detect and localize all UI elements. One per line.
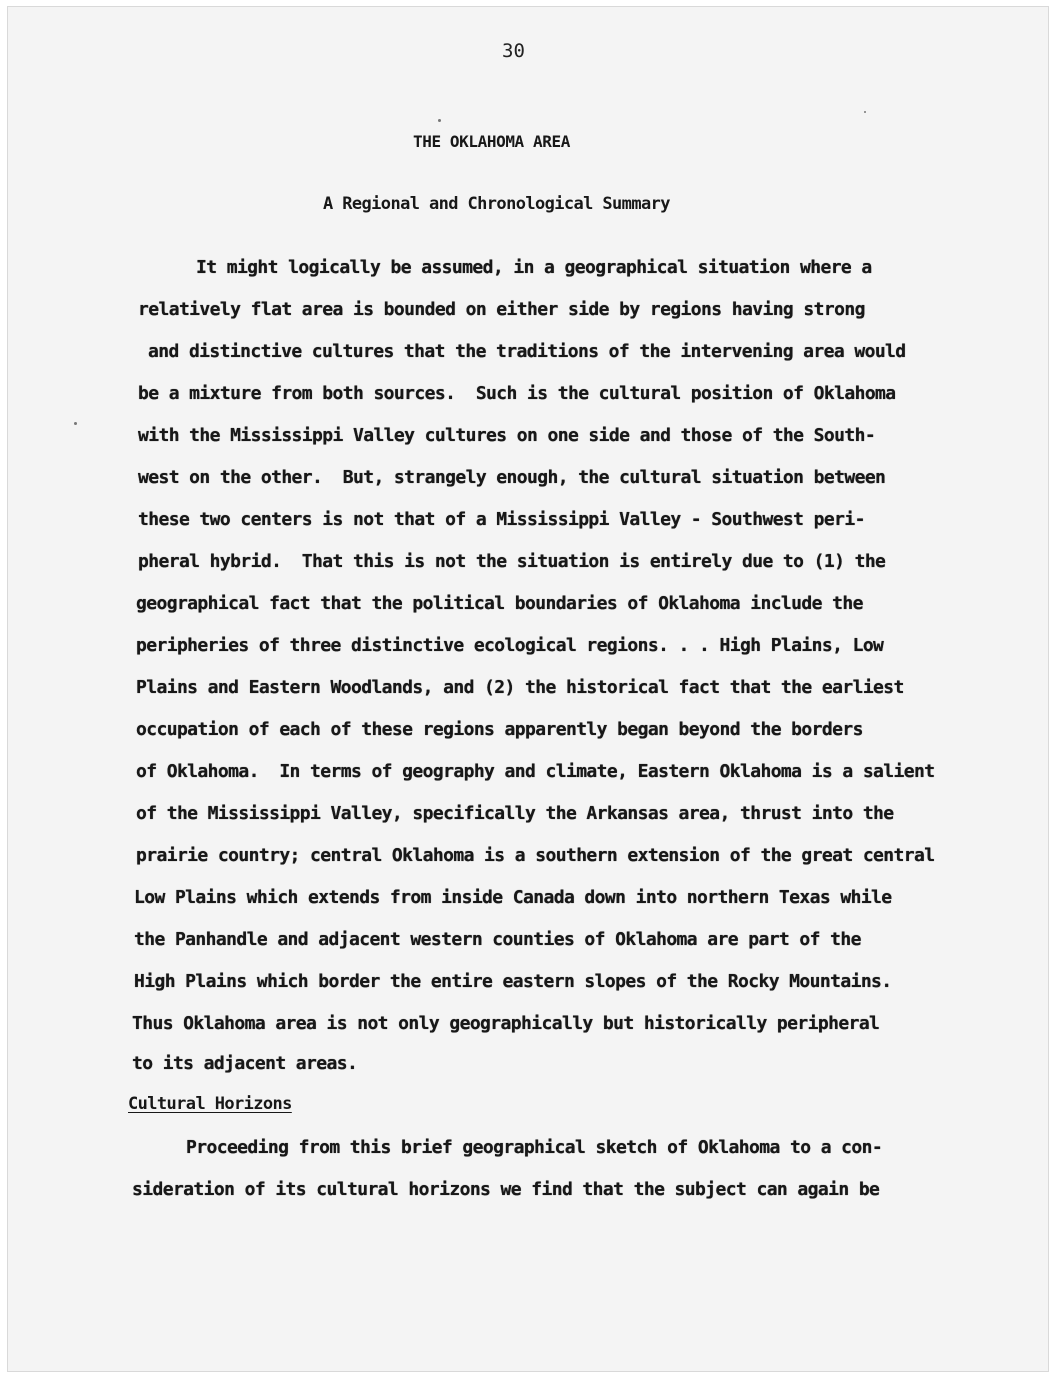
text-line: be a mixture from both sources. Such is the cultural position of Oklahoma [138, 383, 896, 404]
text-line: geographical fact that the political boundaries of Oklahoma include the [136, 593, 863, 614]
scan-speck [438, 119, 441, 122]
text-line: Thus Oklahoma area is not only geographically but historically peripheral [132, 1013, 880, 1034]
page-number: 30 [502, 40, 525, 62]
scan-speck [864, 111, 866, 113]
text-line: relatively flat area is bounded on either side by regions having strong [138, 299, 865, 320]
text-line: to its adjacent areas. [132, 1053, 358, 1074]
text-line: these two centers is not that of a Mississippi Valley - Southwest peri- [138, 509, 865, 530]
page-subtitle: A Regional and Chronological Summary [323, 194, 670, 214]
text-line: Low Plains which extends from inside Canada down into northern Texas while [134, 887, 892, 908]
text-line: pheral hybrid. That this is not the situation is entirely due to (1) the [138, 551, 886, 572]
text-line: High Plains which border the entire eastern slopes of the Rocky Mountains. [134, 971, 892, 992]
text-line: Proceeding from this brief geographical sketch of Oklahoma to a con- [186, 1137, 883, 1158]
text-line: prairie country; central Oklahoma is a southern extension of the great central [136, 845, 935, 866]
text-line: occupation of each of these regions apparently began beyond the borders [136, 719, 863, 740]
text-line: peripheries of three distinctive ecological regions. . . High Plains, Low [136, 635, 884, 656]
text-line: the Panhandle and adjacent western counties of Oklahoma are part of the [134, 929, 861, 950]
text-line: Plains and Eastern Woodlands, and (2) the historical fact that the earliest [136, 677, 904, 698]
text-line: with the Mississippi Valley cultures on one side and those of the South- [138, 425, 876, 446]
text-line: west on the other. But, strangely enough, the cultural situation between [138, 467, 886, 488]
text-line: It might logically be assumed, in a geographical situation where a [196, 257, 872, 278]
scan-speck [74, 422, 77, 425]
text-line: of Oklahoma. In terms of geography and climate, Eastern Oklahoma is a salient [136, 761, 935, 782]
section-heading: Cultural Horizons [128, 1094, 292, 1114]
page-title: THE OKLAHOMA AREA [413, 132, 570, 151]
text-line: of the Mississippi Valley, specifically the Arkansas area, thrust into the [136, 803, 894, 824]
text-line: and distinctive cultures that the traditions of the intervening area would [148, 341, 906, 362]
text-line: sideration of its cultural horizons we find that the subject can again be [132, 1179, 880, 1200]
